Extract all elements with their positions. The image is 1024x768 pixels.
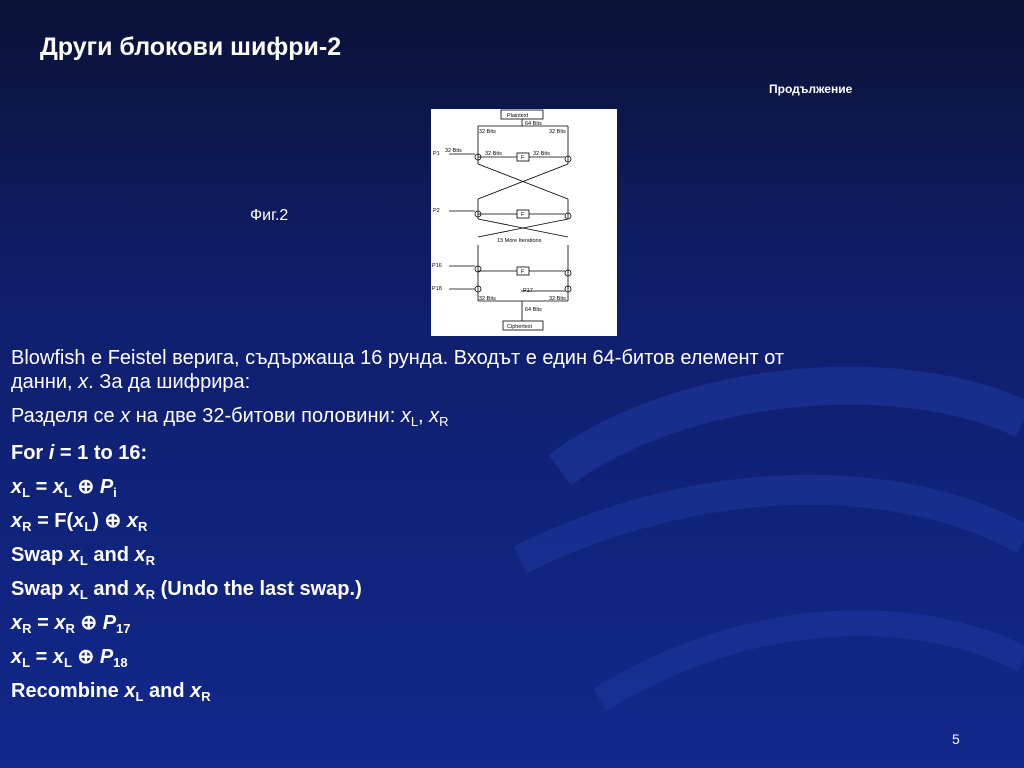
diagram-p16: P16 [432, 263, 442, 269]
diagram-p2: P2 [433, 208, 440, 214]
diagram-32bits-p1: 32 Bits [445, 148, 462, 154]
figure-label: Фиг.2 [250, 207, 289, 224]
page-number: 5 [952, 731, 960, 747]
diagram-32bits-m1: 32 Bits [485, 151, 502, 157]
step-undo-swap: Swap $x_L$ and $x_R$ (Undo the last swap.) [11, 578, 362, 602]
diagram-32bits-br: 32 Bits [549, 296, 566, 302]
slide-body [11, 346, 1011, 708]
diagram-32bits-m2: 32 Bits [533, 151, 550, 157]
diagram-32bits-bl: 32 Bits [479, 296, 496, 302]
diagram-p17: P17 [523, 288, 533, 294]
diagram-f-2: F [521, 212, 525, 218]
diagram-f-1: F [521, 155, 525, 161]
diagram-p18: P18 [432, 286, 442, 292]
diagram-64bits-bottom: 64 Bits [525, 307, 542, 313]
for-loop-line: For i = 1 to 16: [11, 442, 148, 464]
slide-title: Други блокови шифри-2 [40, 33, 342, 61]
slide-subtitle: Продължение [769, 82, 853, 96]
algorithm [11, 436, 1011, 708]
diagram-more-iterations: 13 More Iterations [497, 238, 542, 244]
step-swap: Swap $x_L$ and $x_R$ [11, 544, 156, 568]
step-xl-xor: $x_L = x_L$ ⊕ $P_i$ [11, 476, 117, 500]
diagram-plaintext: Plaintext [507, 113, 529, 119]
step-xr-f: $x_R = F(x_L)$ ⊕ $x_R$ [11, 510, 148, 534]
intro-line-2: данни, x. За да шифрира: [11, 371, 251, 393]
diagram-32bits-l: 32 Bits [479, 129, 496, 135]
intro-line-1: Blowfish е Feistel верига, съдържаща 16 рунда. Входът е един 64-битов елемент от [11, 347, 785, 369]
diagram-ciphertext: Ciphertext [507, 324, 533, 330]
diagram-f-3: F [521, 269, 525, 275]
diagram-p1: P1 [433, 151, 440, 157]
split-line: Разделя се x на две 32-битови половини: $x_L$, $x_R$ [11, 405, 449, 429]
diagram-64bits-top: 64 Bits [525, 121, 542, 127]
step-xr-p17: $x_R = x_R$ ⊕ $P_{17}$ [11, 612, 131, 636]
diagram-32bits-r: 32 Bits [549, 129, 566, 135]
step-xl-p18: $x_L = x_L$ ⊕ $P_{18}$ [11, 646, 128, 670]
step-recombine: Recombine $x_L$ and $x_R$ [11, 680, 211, 704]
blowfish-diagram [431, 109, 617, 336]
